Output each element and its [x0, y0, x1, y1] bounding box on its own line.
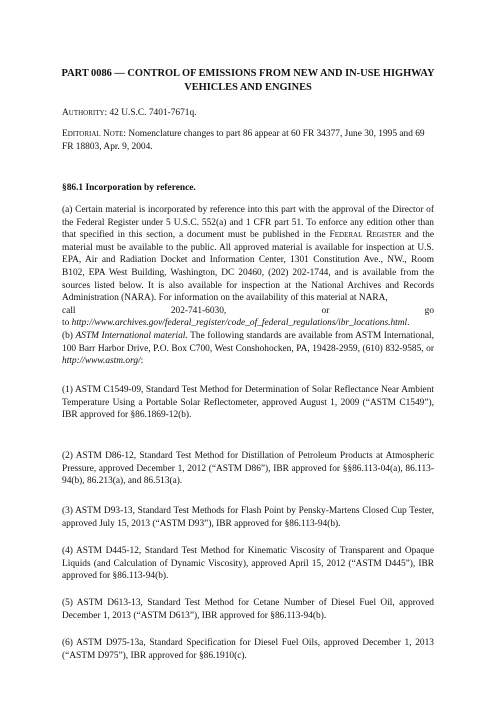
- list-item: (6) ASTM D975-13a, Standard Specification for Diesel Fuel Oils, approved December 1, 2013 (“ASTM D975”), IBR approved for §86.1910(c).: [62, 638, 434, 661]
- paragraph-b-text: The following standards are available from ASTM International, 100 Barr Harbor Drive, P.O. Box C700, West Conshohocken, PA, 19428-2959, (610) 832-9585, or: [62, 331, 435, 354]
- period: .: [407, 318, 410, 329]
- paragraph-a-body: [62, 204, 434, 305]
- go-word: go: [424, 305, 434, 316]
- list-item: (5) ASTM D613-13, Standard Test Method for Cetane Number of Diesel Fuel Oil, approved December 1, 2013 (“ASTM D613”), IBR approved for §86.113-94(b).: [62, 598, 434, 621]
- section-heading: §86.1 Incorporation by reference.: [62, 183, 196, 193]
- nara-url-link[interactable]: http://www.archives.gov/federal_register/code_of_federal_regulations/ibr_locations.html: [71, 318, 408, 329]
- call-word: call: [62, 305, 76, 316]
- editorial-note-text: : Nomenclature changes to part 86 appear at 60 FR 34377, June 30, 1995 and 69 FR 18803, Apr. 9, 2004.: [62, 129, 425, 152]
- paragraph-a: [62, 204, 434, 330]
- to-word: to: [62, 318, 72, 329]
- colon: :: [140, 356, 144, 367]
- paragraph-b-prefix: (b): [62, 331, 76, 341]
- paragraph-a-url-line: [62, 317, 434, 330]
- list-item: (4) ASTM D445-12, Standard Test Method for Kinematic Viscosity of Transparent and Opaque Liquids (and Calculation of Dynamic Viscosity), approved April 15, 2012 (“ASTM D445”), IBR approved for §86.113-94(b).: [62, 546, 434, 582]
- paragraph-b-label: ASTM International material.: [75, 331, 188, 341]
- list-item: (3) ASTM D93-13, Standard Test Methods for Flash Point by Pensky-Martens Closed Cup Tester, approved July 15, 2013 (“ASTM D93”), IBR approved for §86.113-94(b).: [62, 506, 434, 529]
- phone-number: 202-741-6030,: [170, 305, 227, 316]
- list-item: (1) ASTM C1549-09, Standard Test Method for Determination of Solar Reflectance Near Ambient Temperature Using a Portable Solar Reflectometer, approved August 1, 2009 (“ASTM C1549”), IBR approved for §86.1869-12(b).: [62, 385, 434, 421]
- federal-register-term: Federal Register: [329, 230, 402, 241]
- authority-text: : 42 U.S.C. 7401-7671q.: [104, 108, 197, 118]
- paragraph-b: [62, 330, 434, 368]
- paragraph-a-call-line: [62, 305, 434, 318]
- paragraph-a-text-1: (a) Certain material is incorporated by reference into this part with the approval of the Director of the Federal Register under 5 U.S.C. 552(a) and 1 CFR part 51. To enforce any edition other than that specified in this section, a document must be published in the: [62, 205, 434, 241]
- editorial-note-label: Editorial Note: [62, 129, 124, 139]
- authority-label: Authority: [62, 108, 105, 118]
- or-word: or: [321, 305, 330, 316]
- part-title: PART 0086 — CONTROL OF EMISSIONS FROM NEW AND IN-USE HIGHWAY VEHICLES AND ENGINES: [61, 68, 435, 93]
- authority-line: [62, 107, 434, 120]
- astm-url-link[interactable]: http://www.astm.org/: [62, 356, 141, 367]
- paragraph-a-text-2: and the material must be available to the public. All approved material is available for inspection at U.S. EPA, Air and Radiation Docket and Information Center, 1301 Constitution Ave., NW., Room B102, EPA West Building, Washington, DC 20460, (202) 202-1744, and is available from the sources listed below. It is also available for inspection at the National Archives and Records Administration (NARA). For information on the availability of this material at NARA,: [62, 230, 435, 304]
- editorial-note: [62, 128, 434, 153]
- list-item: (2) ASTM D86-12, Standard Test Method for Distillation of Petroleum Products at Atmospheric Pressure, approved December 1, 2012 (“ASTM D86”), IBR approved for §§86.113-04(a), 86.113-94(b), 86.213(a), and 86.513(a).: [62, 451, 434, 487]
